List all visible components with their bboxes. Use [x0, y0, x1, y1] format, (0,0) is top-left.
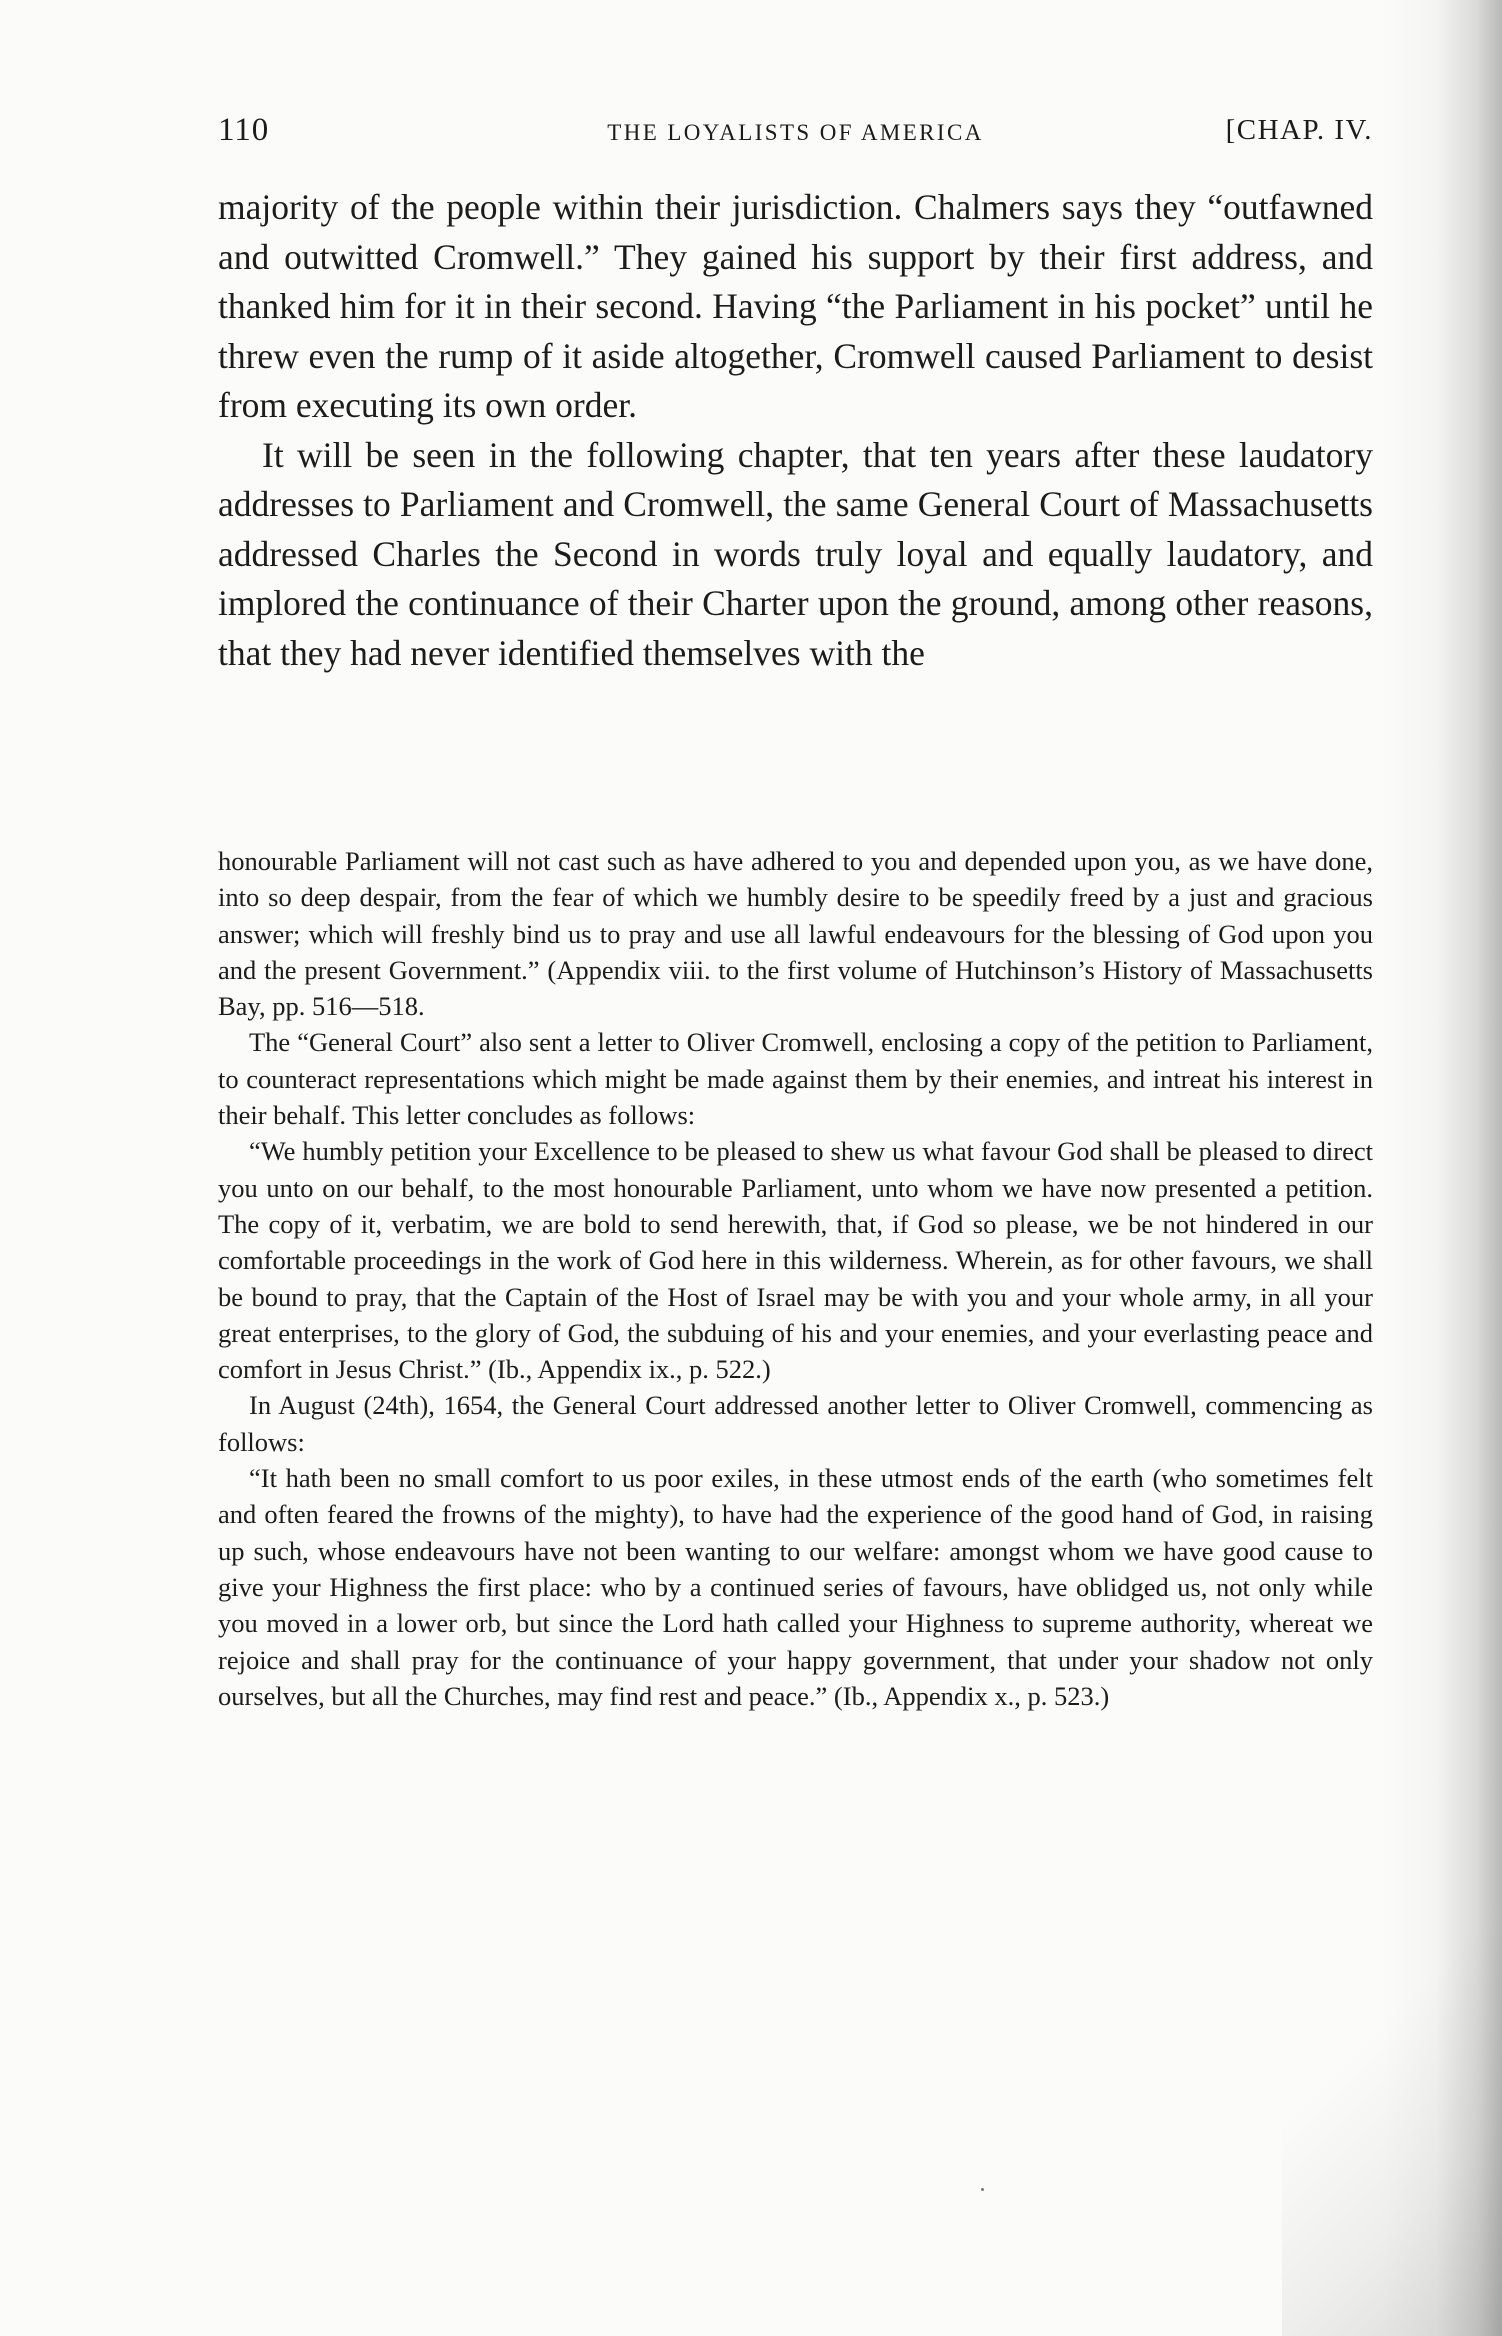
page-edge-shadow — [1382, 0, 1502, 2336]
main-text — [218, 183, 1373, 678]
running-head — [218, 112, 1373, 158]
ink-speck — [981, 2188, 984, 2191]
footnote-paragraph: honourable Parliament will not cast such as have adhered to you and depended upon you, as we have done, into so deep despair, from the fear of which we humbly desire to be speedily freed by a just and gracious answer; which will freshly bind us to pray and use all lawful endeavours for the blessing of God upon you and the present Government.” (Appendix viii. to the first volume of Hutchinson’s History of Massachusetts Bay, pp. 516—518. — [218, 846, 1373, 1022]
chapter-label: [CHAP. IV. — [1225, 114, 1373, 146]
main-paragraph: majority of the people within their jurisdiction. Chalmers says they “outfawned and outwitted Cromwell.” They gained his support by their first address, and thanked him for it in their second. Having “the Parliament in his pocket” until he threw even the rump of it aside altogether, Cromwell caused Parliament to desist from executing its own order. — [218, 187, 1373, 425]
page-number: 110 — [218, 112, 270, 148]
main-paragraph: It will be seen in the following chapter, that ten years after these laudatory addresses to Parliament and Cromwell, the same General Court of Massachusetts addressed Charles the Second in words truly loyal and equally laudatory, and implored the continuance of their Charter upon the ground, among other reasons, that they had never identified themselves with the — [218, 434, 1373, 673]
page-corner-shadow — [1282, 1836, 1502, 2336]
footnote-paragraph: The “General Court” also sent a letter to Oliver Cromwell, enclosing a copy of the petition to Parliament, to counteract representations which might be made against them by their enemies, and intreat his interest in their behalf. This letter concludes as follows: — [218, 1027, 1373, 1131]
footnote-paragraph: “It hath been no small comfort to us poor exiles, in these utmost ends of the earth (who sometimes felt and often feared the frowns of the mighty), to have had the experience of the good hand of God, in raising up such, whose endeavours have not been wanting to our welfare: amongst whom we have good cause to give your Highness the first place: who by a continued series of favours, have oblidged us, not only while you moved in a lower orb, but since the Lord hath called your Highness to supreme authority, whereat we rejoice and shall pray for the continuance of your happy government, that under your shadow not only ourselves, but all the Churches, may find rest and peace.” (Ib., Appendix x., p. 523.) — [218, 1463, 1373, 1711]
footnote-paragraph: “We humbly petition your Excellence to be pleased to shew us what favour God shall be pleased to direct you unto on our behalf, to the most honourable Parliament, unto whom we have now presented a petition. The copy of it, verbatim, we are bold to send herewith, that, if God so please, we be not hindered in our comfortable proceedings in the work of God here in this wilderness. Wherein, as for other favours, we shall be bound to pray, that the Captain of the Host of Israel may be with you and your whole army, in all your great enterprises, to the glory of God, the subduing of his and your enemies, and your everlasting peace and comfort in Jesus Christ.” (Ib., Appendix ix., p. 522.) — [218, 1136, 1373, 1385]
running-title: THE LOYALISTS OF AMERICA — [607, 120, 984, 145]
footnotes — [218, 843, 1373, 1714]
footnote-paragraph: In August (24th), 1654, the General Court addressed another letter to Oliver Cromwell, commencing as follows: — [218, 1390, 1373, 1457]
